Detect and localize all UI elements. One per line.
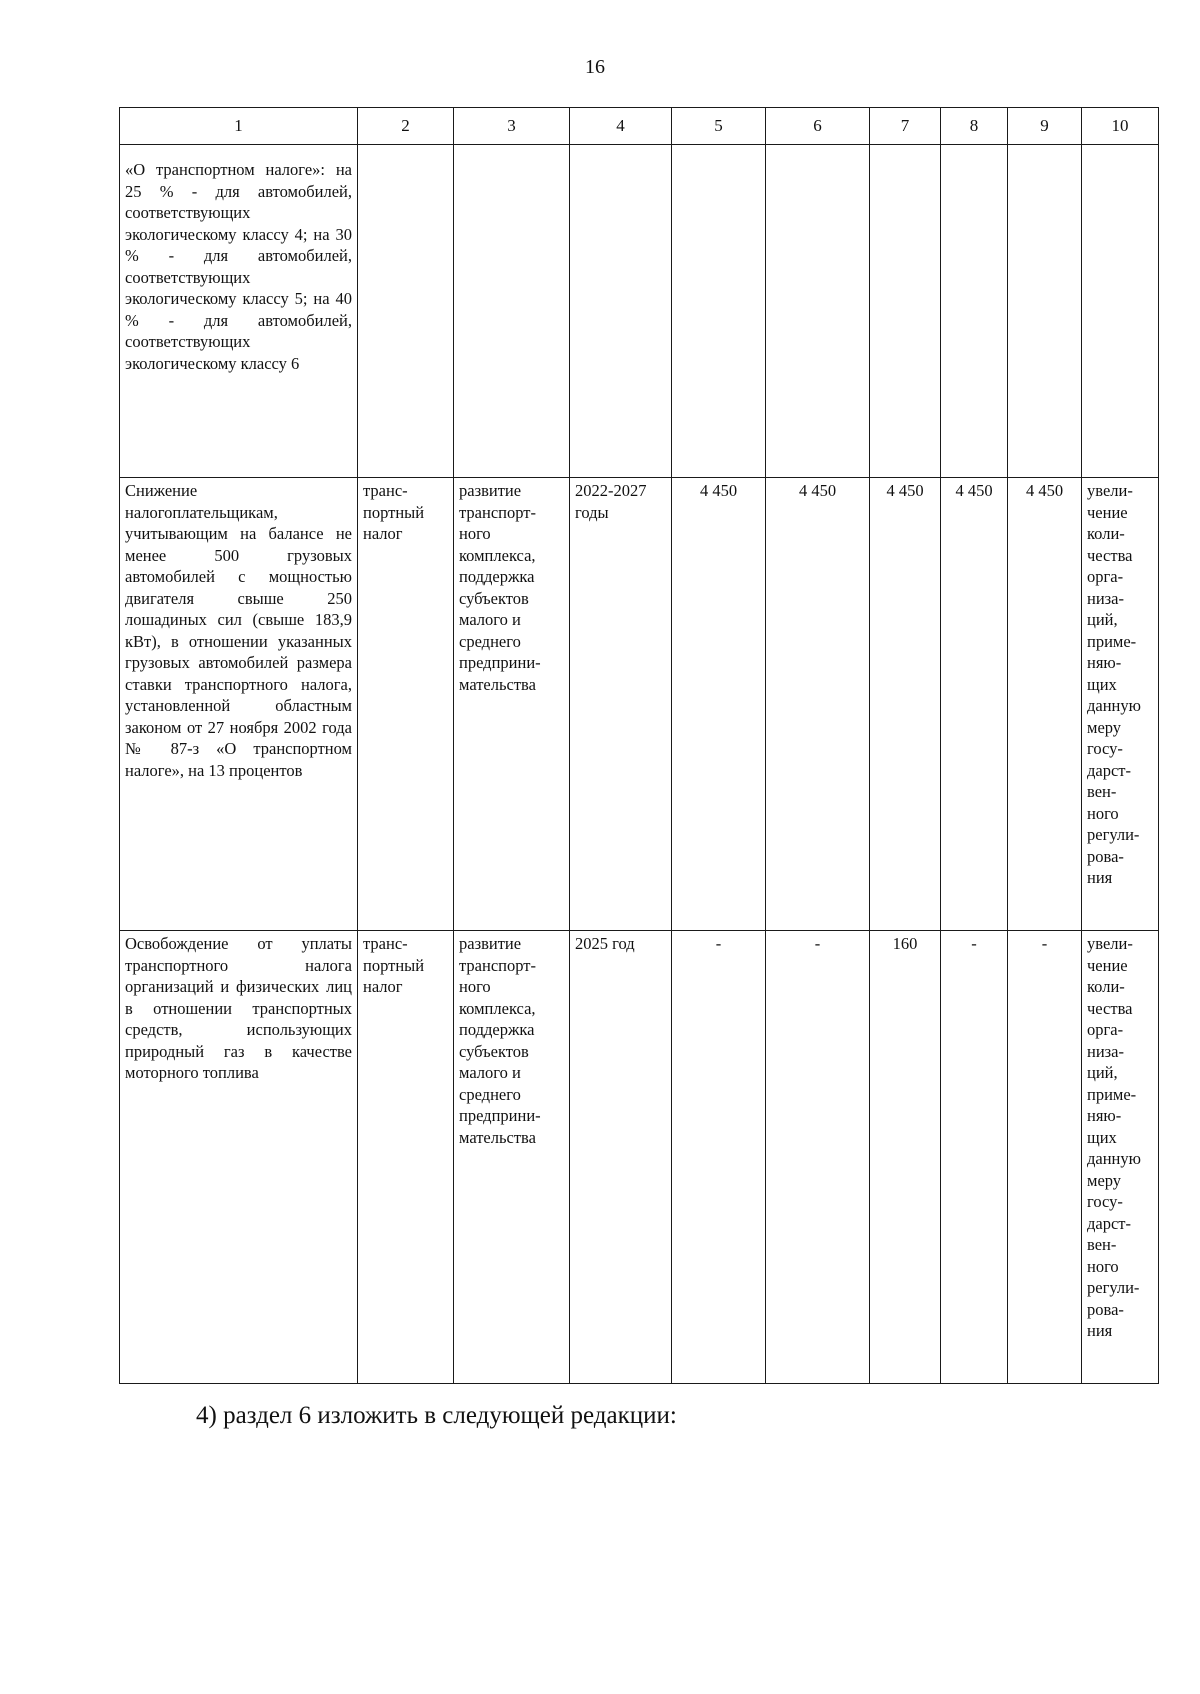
page-number: 16 <box>585 56 605 78</box>
tax-type-cell <box>358 145 454 478</box>
value-cell-6 <box>766 145 870 478</box>
amendment-instruction: 4) раздел 6 изложить в следующей редакции: <box>196 1402 677 1429</box>
value-cell-7 <box>870 145 941 478</box>
header-row <box>120 108 1159 145</box>
col-header-4: 4 <box>570 108 672 145</box>
measure-description: Освобождение от уплаты транспортного налога организаций и физических лиц в отношении транспортных средств, использующих природный газ в качестве моторного топлива <box>120 931 358 1384</box>
col-header-6: 6 <box>766 108 870 145</box>
goal-cell <box>454 145 570 478</box>
goal-cell: развитие транспорт- ного комплекса, поддержка субъектов малого и среднего предприни- мательства <box>454 931 570 1384</box>
measure-description: «О транспортном налоге»: на 25 % - для автомобилей, соответствующих экологическому классу 4; на 30 % - для автомобилей, соответствующих экологическому классу 5; на 40 % - для автомобилей, соответствующих экологическому классу 6 <box>120 145 358 478</box>
col-header-10: 10 <box>1082 108 1159 145</box>
value-cell-9 <box>1008 145 1082 478</box>
value-cell-9: - <box>1008 931 1082 1384</box>
col-header-1: 1 <box>120 108 358 145</box>
col-header-2: 2 <box>358 108 454 145</box>
indicator-cell: увели- чение коли- чества орга- низа- ций, приме- няю- щих данную меру госу- дарст- вен- ного регули- рова- ния <box>1082 478 1159 931</box>
tax-type-cell: транс- портный налог <box>358 478 454 931</box>
value-cell-7: 4 450 <box>870 478 941 931</box>
col-header-8: 8 <box>941 108 1008 145</box>
col-header-9: 9 <box>1008 108 1082 145</box>
table-row <box>120 145 1159 478</box>
value-cell-6: 4 450 <box>766 478 870 931</box>
period-cell: 2022-2027 годы <box>570 478 672 931</box>
tax-type-cell: транс- портный налог <box>358 931 454 1384</box>
value-cell-5 <box>672 145 766 478</box>
value-cell-6: - <box>766 931 870 1384</box>
goal-cell: развитие транспорт- ного комплекса, поддержка субъектов малого и среднего предприни- мательства <box>454 478 570 931</box>
indicator-cell <box>1082 145 1159 478</box>
tax-benefits-table <box>119 107 1159 1384</box>
value-cell-8 <box>941 145 1008 478</box>
period-cell <box>570 145 672 478</box>
col-header-7: 7 <box>870 108 941 145</box>
measure-description: Снижение налогоплательщикам, учитывающим на балансе не менее 500 грузовых автомобилей с мощностью двигателя свыше 250 лошадиных сил (свыше 183,9 кВт), в отношении указанных грузовых автомобилей размера ставки транспортного налога, установленной областным законом от 27 ноября 2002 года № 87-з «О транспортном налоге», на 13 процентов <box>120 478 358 931</box>
value-cell-8: - <box>941 931 1008 1384</box>
table-row <box>120 931 1159 1384</box>
period-cell: 2025 год <box>570 931 672 1384</box>
value-cell-7: 160 <box>870 931 941 1384</box>
table-row <box>120 478 1159 931</box>
indicator-cell: увели- чение коли- чества орга- низа- ций, приме- няю- щих данную меру госу- дарст- вен- ного регули- рова- ния <box>1082 931 1159 1384</box>
value-cell-5: - <box>672 931 766 1384</box>
value-cell-8: 4 450 <box>941 478 1008 931</box>
col-header-3: 3 <box>454 108 570 145</box>
col-header-5: 5 <box>672 108 766 145</box>
value-cell-5: 4 450 <box>672 478 766 931</box>
value-cell-9: 4 450 <box>1008 478 1082 931</box>
